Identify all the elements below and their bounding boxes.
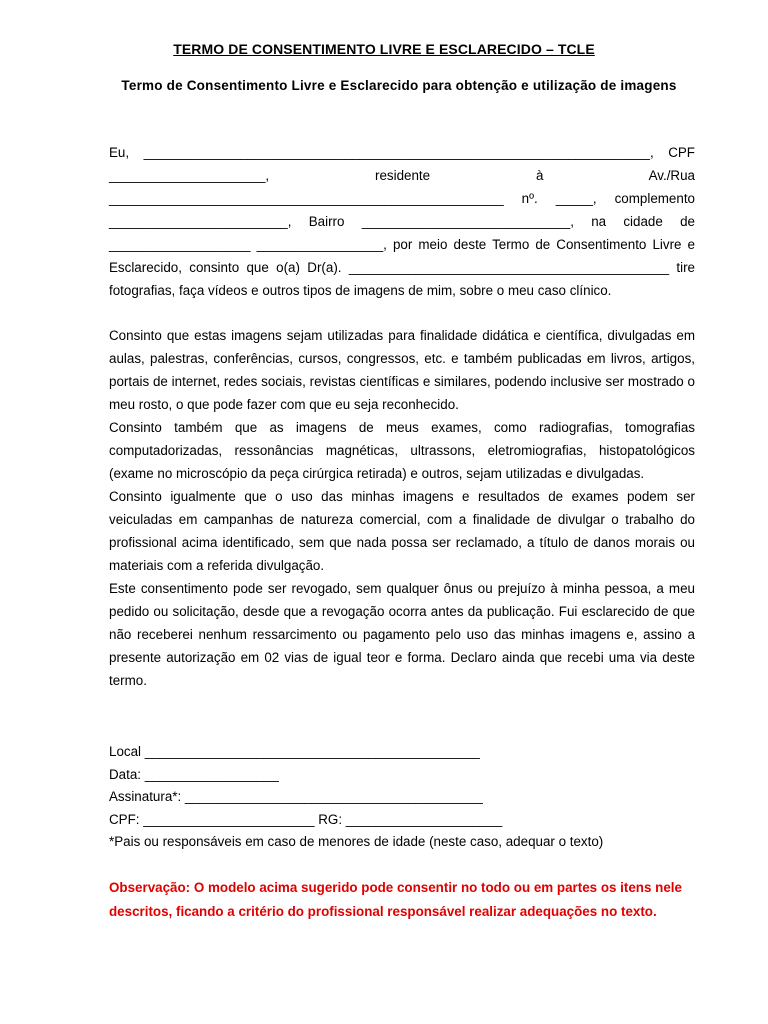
paragraph-exam-images: Consinto também que as imagens de meus exames, como radiografias, tomografias computadorizadas, ressonâncias magnéticas, ultrassons, eletromiografias, histopatológicos (exame no microscópio da peça cirúrgica retirada) e outros, sejam utilizadas e divulgadas. bbox=[109, 420, 695, 481]
observation-note: Observação: O modelo acima sugerido pode consentir no todo ou em partes os itens nele descritos, ficando a critério do profissional responsável realizar adequações no texto. bbox=[109, 880, 682, 919]
footnote: *Pais ou responsáveis em caso de menores de idade (neste caso, adequar o texto) bbox=[109, 834, 604, 850]
signature-block bbox=[109, 741, 709, 854]
local-field[interactable]: Local _____________________________________________ bbox=[109, 744, 480, 759]
document-body bbox=[109, 141, 695, 692]
date-field[interactable]: Data: __________________ bbox=[109, 766, 279, 782]
intro-paragraph: Eu, ____________________________________________________________________, CPF _____________________, residente à Av./Rua _____________________________________________________ nº. _____, complemento ________________________, Bairro ____________________________, na cidade de ___________________ _________________, por meio deste Termo de Consentimento Livre e Esclarecido, consinto que o(a) Dr(a). ___________________________________________ tire fotografias, faça vídeos e outros tipos de imagens de mim, sobre o meu caso clínico. bbox=[109, 145, 695, 298]
signature-field[interactable]: Assinatura*: ________________________________________ bbox=[109, 789, 483, 805]
cpf-rg-field[interactable]: CPF: _______________________ RG: _____________________ bbox=[109, 811, 503, 827]
paragraph-didactic-use: Consinto que estas imagens sejam utilizadas para finalidade didática e científica, divulgadas em aulas, palestras, conferências, cursos, congressos, etc. e também publicadas em livros, artigos, portais de internet, redes sociais, revistas científicas e similares, podendo inclusive ser mostrado o meu rosto, o que pode fazer com que eu seja reconhecido. bbox=[109, 328, 695, 412]
paragraph-revocation: Este consentimento pode ser revogado, sem qualquer ônus ou prejuízo à minha pessoa, a meu pedido ou solicitação, desde que a revogação ocorra antes da publicação. Fui esclarecido de que não receberei nenhum ressarcimento ou pagamento pelo uso das minhas imagens e, assino a presente autorização em 02 vias de igual teor e forma. Declaro ainda que recebi uma via deste termo. bbox=[109, 581, 695, 688]
document-subtitle: Termo de Consentimento Livre e Esclarecido para obtenção e utilização de imagens bbox=[121, 78, 677, 93]
paragraph-commercial-use: Consinto igualmente que o uso das minhas imagens e resultados de exames podem ser veiculadas em campanhas de natureza comercial, com a finalidade de divulgar o trabalho do profissional acima identificado, sem que nada possa ser reclamado, a título de danos morais ou materiais com a referida divulgação. bbox=[109, 489, 695, 573]
document-title: TERMO DE CONSENTIMENTO LIVRE E ESCLARECIDO – TCLE bbox=[173, 41, 595, 57]
